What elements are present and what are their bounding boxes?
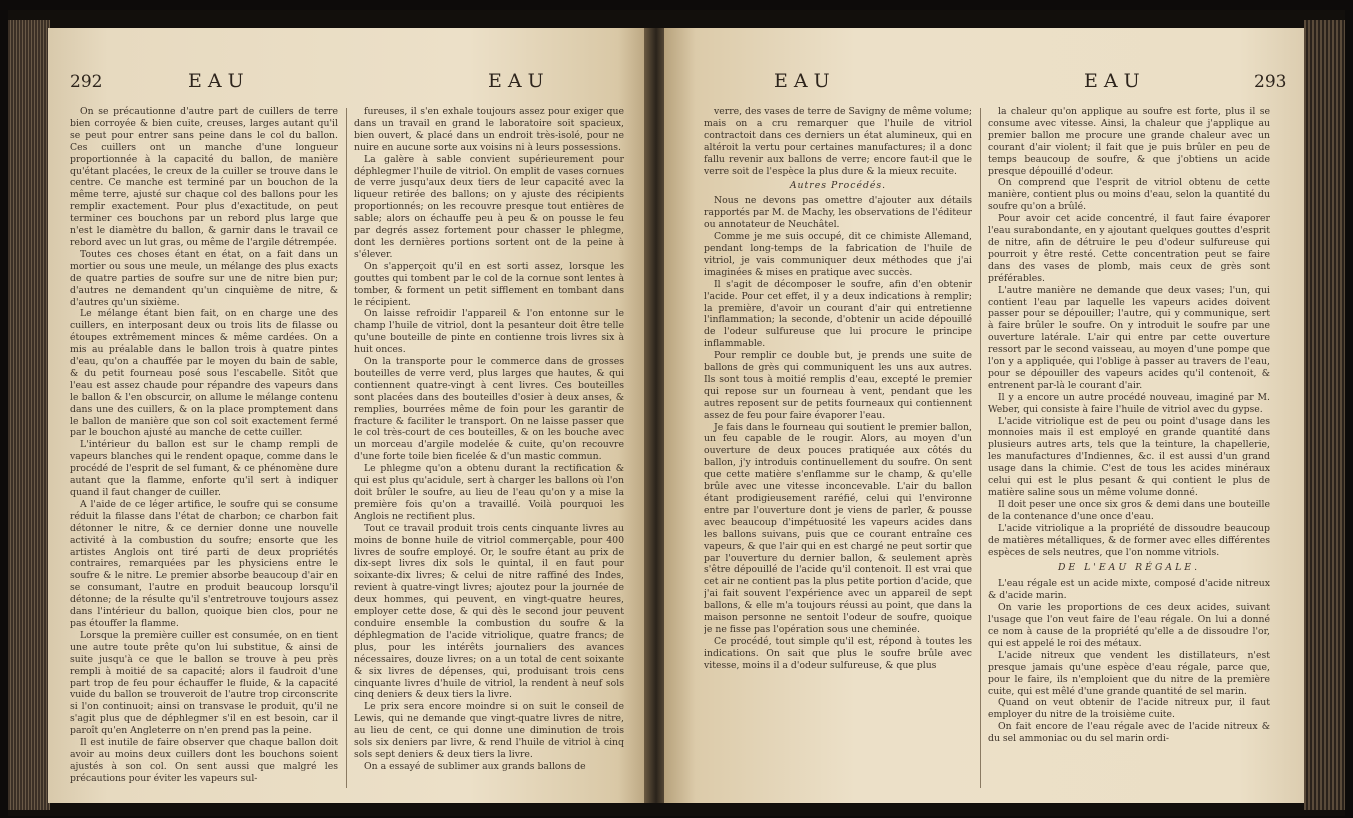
running-head-left-col1: EAU: [188, 70, 250, 92]
book-spread: [8, 10, 1345, 816]
paragraph: On laisse refroidir l'appareil & l'on entonne sur le champ l'huile de vitriol, dont la pesanteur doit être telle qu'une bouteille de pinte en contienne trois livres six à huit onces.: [354, 308, 624, 356]
left-page-column-2: [354, 106, 624, 796]
paragraph: Pour remplir ce double but, je prends une suite de ballons de grès qui communiquent les uns aux autres. Ils sont tous à moitié remplis d'eau, excepté le premier qui repose sur un fourneau à vent, pendant que les autres reposent sur de petits fourneaux qui contiennent assez de feu pour faire évaporer l'eau.: [704, 350, 972, 421]
right-page-edges: [1304, 20, 1345, 810]
right-page-column-2: [988, 106, 1270, 796]
paragraph: Ce procédé, tout simple qu'il est, répond à toutes les indications. On sait que plus le soufre brûle avec vitesse, moins il a d'odeur sulfureuse, & que plus: [704, 635, 972, 671]
paragraph: Quand on veut obtenir de l'acide nitreux pur, il faut employer du nitre de la troisième cuite.: [988, 697, 1270, 721]
paragraph: Toutes ces choses étant en état, on a fait dans un mortier ou sous une meule, un mélange des plus exacts de quatre parties de soufre sur une de nitre bien pur; d'autres ne demandent qu'un cinquième de nitre, & d'autres qu'un sixième.: [70, 248, 338, 308]
subheading: Autres Procédés.: [789, 180, 887, 192]
running-head-right-col2: EAU: [1084, 70, 1146, 92]
paragraph: Lorsque la première cuiller est consumée, on en tient une autre toute prête qu'on lui substitue, & ainsi de suite jusqu'à ce que le ballon se trouve à peu près rempli à moitié de sa capacité; alors il faudroit d'une part trop de feu pour échauffer le fluide, & la capacité vuide du ballon se trouveroit de l'autre trop circonscrite si l'on continuoit; ainsi on transvase le produit, qu'il ne s'agit plus que de déphlegmer s'il en est besoin, car il paroît qu'en Angleterre on n'en prend pas la peine.: [70, 629, 338, 737]
paragraph: verre, des vases de terre de Savigny de même volume; mais on a cru remarquer que l'huile de vitriol contractoit dans ces derniers un état alumineux, qui en altéroit la vertu pour certaines manufactures; il a donc fallu revenir aux ballons de verre; encore faut-il que le verre soit de l'espèce la plus dure & la mieux recuite.: [704, 106, 972, 177]
paragraph: La galère à sable convient supérieurement pour déphlegmer l'huile de vitriol. On emplit de vases cornues de verre jusqu'aux deux tiers de leur capacité avec la liqueur retirée des ballons; on y ajuste des récipients proportionnés; on les recouvre presque tout entières de sable; alors on échauffe peu à peu & on pousse le feu par degrés assez fortement pour chasser le phlegme, dont les dernières portions sortent ont de la peine à s'élever.: [354, 153, 624, 260]
paragraph: L'eau régale est un acide mixte, composé d'acide nitreux & d'acide marin.: [988, 578, 1270, 602]
paragraph: Le mélange étant bien fait, on en charge une des cuillers, en interposant deux ou trois lits de filasse ou étoupes extrêmement minces & même cardées. On a mis au préalable dans le ballon trois à quatre pintes d'eau, qu'on a chauffée par le moyen du bain de sable, & du petit fourneau posé sous l'escabelle. Sitôt que l'eau est assez chaude pour répandre des vapeurs dans le ballon & l'en obscurcir, on allume le mélange contenu dans une des cuillers, & on la place promptement dans le ballon de manière que son col soit exactement fermé par le bouchon ajusté au manche de cette cuiller.: [70, 308, 338, 439]
paragraph: Je fais dans le fourneau qui soutient le premier ballon, un feu capable de le rougir. Alors, au moyen d'un ouverture de deux pouces pratiquée aux côtés du ballon, j'y introduis continuellement du soufre. On sent que cette matière s'enflamme sur le champ, & qu'elle brûle avec une vitesse inconcevable. L'air du ballon étant prodigieusement raréfié, celui qui l'environne entre par l'ouverture dont je viens de parler, & pousse avec beaucoup d'impétuosité les vapeurs acides dans les ballons suivans, puis que ce courant entraîne ces vapeurs, & que l'air qui en est chargé ne peut sortir que par l'ouverture du dernier ballon, & seulement après s'être dépouillé de l'acide qu'il contenoit. Il est vrai que cet air ne contient pas la plus petite portion d'acide, que j'ai fait souvent l'expérience avec un appareil de sept ballons, & elle m'a toujours réussi au point, que dans la maison personne ne sentoit l'odeur de soufre, quoique je ne fisse pas l'opération sous une cheminée.: [704, 421, 972, 635]
paragraph: L'autre manière ne demande que deux vases; l'un, qui contient l'eau par laquelle les vapeurs acides doivent passer pour se dépouiller; l'autre, qui y communique, sert à faire brûler le soufre. On y introduit le soufre par une ouverture latérale. L'air qui entre par cette ouverture ressort par le second vaisseau, au moyen d'une pompe que l'on y a appliquée, qui l'oblige à passer au travers de l'eau, pour se dépouiller des vapeurs acides qu'il contenoit, & entrenent par-là le courant d'air.: [988, 284, 1270, 391]
right-page: [664, 28, 1304, 803]
paragraph: L'acide vitriolique a la propriété de dissoudre beaucoup de matières métalliques, & de former avec elles différentes espèces de sels neutres, que l'on nomme vitriols.: [988, 522, 1270, 558]
paragraph: Le prix sera encore moindre si on suit le conseil de Lewis, qui ne demande que vingt-quatre livres de nitre, au lieu de cent, ce qui donne une diminution de trois sols six deniers par livre, & rend l'huile de vitriol à cinq sols sept deniers & deux tiers la livre.: [354, 701, 624, 760]
paragraph: On la transporte pour le commerce dans de grosses bouteilles de verre verd, plus larges que hautes, & qui contiennent quatre-vingt à cent livres. Ces bouteilles sont placées dans des bouteilles d'osier à deux anses, & remplies, bourrées même de foin pour les garantir de fracture & faciliter le transport. On ne laisse passer que le col très-court de ces bouteilles, & on les bouche avec un morceau d'argile modelée & cuite, qu'on recouvre d'une forte toile bien ficelée & d'un mastic commun.: [354, 356, 624, 463]
paragraph: Nous ne devons pas omettre d'ajouter aux détails rapportés par M. de Machy, les observations de l'éditeur ou annotateur de Neuchâtel.: [704, 195, 972, 231]
paragraph: On a essayé de sublimer aux grands ballons de: [364, 760, 586, 772]
paragraph: On se précautionne d'autre part de cuillers de terre bien corroyée & bien cuite, creuses, larges autant qu'il se peut pour entrer sans peine dans le col du ballon. Ces cuillers ont un manche d'une longueur proportionnée à la capacité du ballon, de manière qu'étant placées, le creux de la cuiller se trouve dans le centre. Ce manche est terminé par un bouchon de la même terre, ajusté sur chaque col des ballons pour les remplir exactement. Pour plus d'exactitude, on peut terminer ces bouchons par un rebord plus large que n'est le diamètre du ballon, & garnir dans le travail ce rebord avec un lut gras, ou même de l'argile détrempée.: [70, 106, 338, 248]
paragraph: On varie les proportions de ces deux acides, suivant l'usage que l'on veut faire de l'eau régale. On lui a donné ce nom à cause de la propriété qu'elle a de dissoudre l'or, qui est appelé le roi des métaux.: [988, 602, 1270, 649]
page-number-right: 293: [1254, 72, 1287, 92]
paragraph: On fait encore de l'eau régale avec de l'acide nitreux & du sel ammoniac ou du sel marin ordi-: [988, 721, 1270, 745]
paragraph: Il y a encore un autre procédé nouveau, imaginé par M. Weber, qui consiste à faire l'huile de vitriol avec du gypse.: [988, 391, 1270, 415]
column-rule: [346, 108, 347, 788]
paragraph: Comme je me suis occupé, dit ce chimiste Allemand, pendant long-temps de la fabrication de l'huile de vitriol, je vais communiquer deux méthodes que j'ai imaginées & mises en pratique avec succès.: [704, 231, 972, 278]
section-heading: DE L'EAU RÉGALE.: [1057, 562, 1201, 574]
paragraph: Pour avoir cet acide concentré, il faut faire évaporer l'eau surabondante, en y ajoutant quelques gouttes d'esprit de nitre, afin de détruire le peu d'odeur sulfureuse qui pourroit y être resté. Cette concentration peut se faire dans des vases de plomb, mais ceux de grès sont préférables.: [988, 213, 1270, 284]
paragraph: la chaleur qu'on applique au soufre est forte, plus il se consume avec vitesse. Ainsi, la chaleur que j'applique au premier ballon me procure une grande chaleur avec un courant d'air violent; il fait que je puis brûler en peu de temps beaucoup de soufre, & que j'obtiens un acide presque dépouillé d'odeur.: [988, 106, 1270, 177]
paragraph: Il s'agit de décomposer le soufre, afin d'en obtenir l'acide. Pour cet effet, il y a deux indications à remplir; la première, d'avoir un courant d'air qui entretienne l'inflammation; la seconde, d'obtenir un acide dépouillé de l'odeur sulfureuse que lui procure le principe inflammable.: [704, 278, 972, 350]
running-head-right-col1: EAU: [774, 70, 836, 92]
paragraph: L'intérieur du ballon est sur le champ rempli de vapeurs blanches qui le rendent opaque, comme dans le procédé de l'esprit de sel fumant, & ce phénomène dure autant que la flamme, enforte qu'il sert à indiquer quand il faut changer de cuiller.: [70, 439, 338, 498]
right-page-column-1: [704, 106, 972, 796]
paragraph: fureuses, il s'en exhale toujours assez pour exiger que dans un travail en grand le laboratoire soit spacieux, bien ouvert, & placé dans un endroit très-isolé, pour ne nuire en aucune sorte aux voisins ni à leurs possessions.: [354, 106, 624, 153]
paragraph: Tout ce travail produit trois cents cinquante livres au moins de bonne huile de vitriol commerçable, pour 400 livres de soufre employé. Or, le soufre étant au prix de dix-sept livres dix sols le quintal, il en faut pour soixante-dix livres; & celui de nitre raffiné des Indes, revient à quatre-vingt livres; ajoutez pour la journée de deux hommes, qui peuvent, en vingt-quatre heures, employer cette dose, & qui dès le second jour peuvent conduire ensemble la combustion du soufre & la déphlegmation de l'acide vitriolique, quatre francs; de plus, pour les intérêts journaliers des avances nécessaires, douze livres; on a un total de cent soixante & six livres de dépenses, qui, produisant trois cens cinquante livres d'huile de vitriol, la rendent à neuf sols cinq deniers & deux tiers la livre.: [354, 522, 624, 701]
running-head-left-col2: EAU: [488, 70, 550, 92]
paragraph: L'acide vitriolique est de peu ou point d'usage dans les monnoies mais il est employé en grande quantité dans plusieurs autres arts, tels que la teinture, la chapellerie, les manufactures d'Indiennes, &c. il est aussi d'un grand usage dans la chimie. C'est de tous les acides minéraux celui qui est le plus pesant & qui contient le plus de matière saline sous un même volume donné.: [988, 415, 1270, 498]
paragraph: Il doit peser une once six gros & demi dans une bouteille de la contenance d'une once d'eau.: [988, 498, 1270, 522]
paragraph: A l'aide de ce léger artifice, le soufre qui se consume réduit la filasse dans l'état de charbon; ce charbon fait détonner le nitre, & ce dernier donne une nouvelle activité à la combustion du soufre; ensorte que les artistes Anglois ont tiré parti de deux propriétés contraires, remarquées par les physiciens entre le soufre & le nitre. Le premier absorbe beaucoup d'air en se consumant, l'autre en produit beaucoup lorsqu'il détonne; de la résulte qu'il s'entretrouve toujours assez dans l'intérieur du ballon, quoique bien clos, pour ne pas étouffer la flamme.: [70, 498, 338, 629]
left-page-column-1: [70, 106, 338, 796]
page-number-left: 292: [70, 72, 103, 92]
paragraph: On s'apperçoit qu'il en est sorti assez, lorsque les gouttes qui tombent par le col de la cornue sont lentes à tomber, & forment un petit sifflement en tombant dans le récipient.: [354, 260, 624, 308]
left-page-edges: [8, 20, 50, 810]
column-rule: [980, 108, 981, 788]
paragraph: On comprend que l'esprit de vitriol obtenu de cette manière, contient plus ou moins d'eau, selon la quantité du soufre qu'on a brûlé.: [988, 177, 1270, 213]
left-page: [48, 28, 648, 803]
paragraph: L'acide nitreux que vendent les distillateurs, n'est presque jamais qu'une espèce d'eau régale, parce que, pour le faire, ils n'emploient que du nitre de la première cuite, qui est mêlé d'une grande quantité de sel marin.: [988, 649, 1270, 697]
paragraph: Le phlegme qu'on a obtenu durant la rectification & qui est plus qu'acidule, sert à charger les ballons où l'on doit brûler le soufre, au lieu de l'eau qu'on y a mise la première fois qu'on a travaillé. Voilà pourquoi les Anglois ne rectifient plus.: [354, 463, 624, 522]
paragraph: Il est inutile de faire observer que chaque ballon doit avoir au moins deux cuillers dont les bouchons soient ajustés à son col. On sent aussi que malgré les précautions pour éviter les vapeurs sul-: [70, 737, 338, 784]
